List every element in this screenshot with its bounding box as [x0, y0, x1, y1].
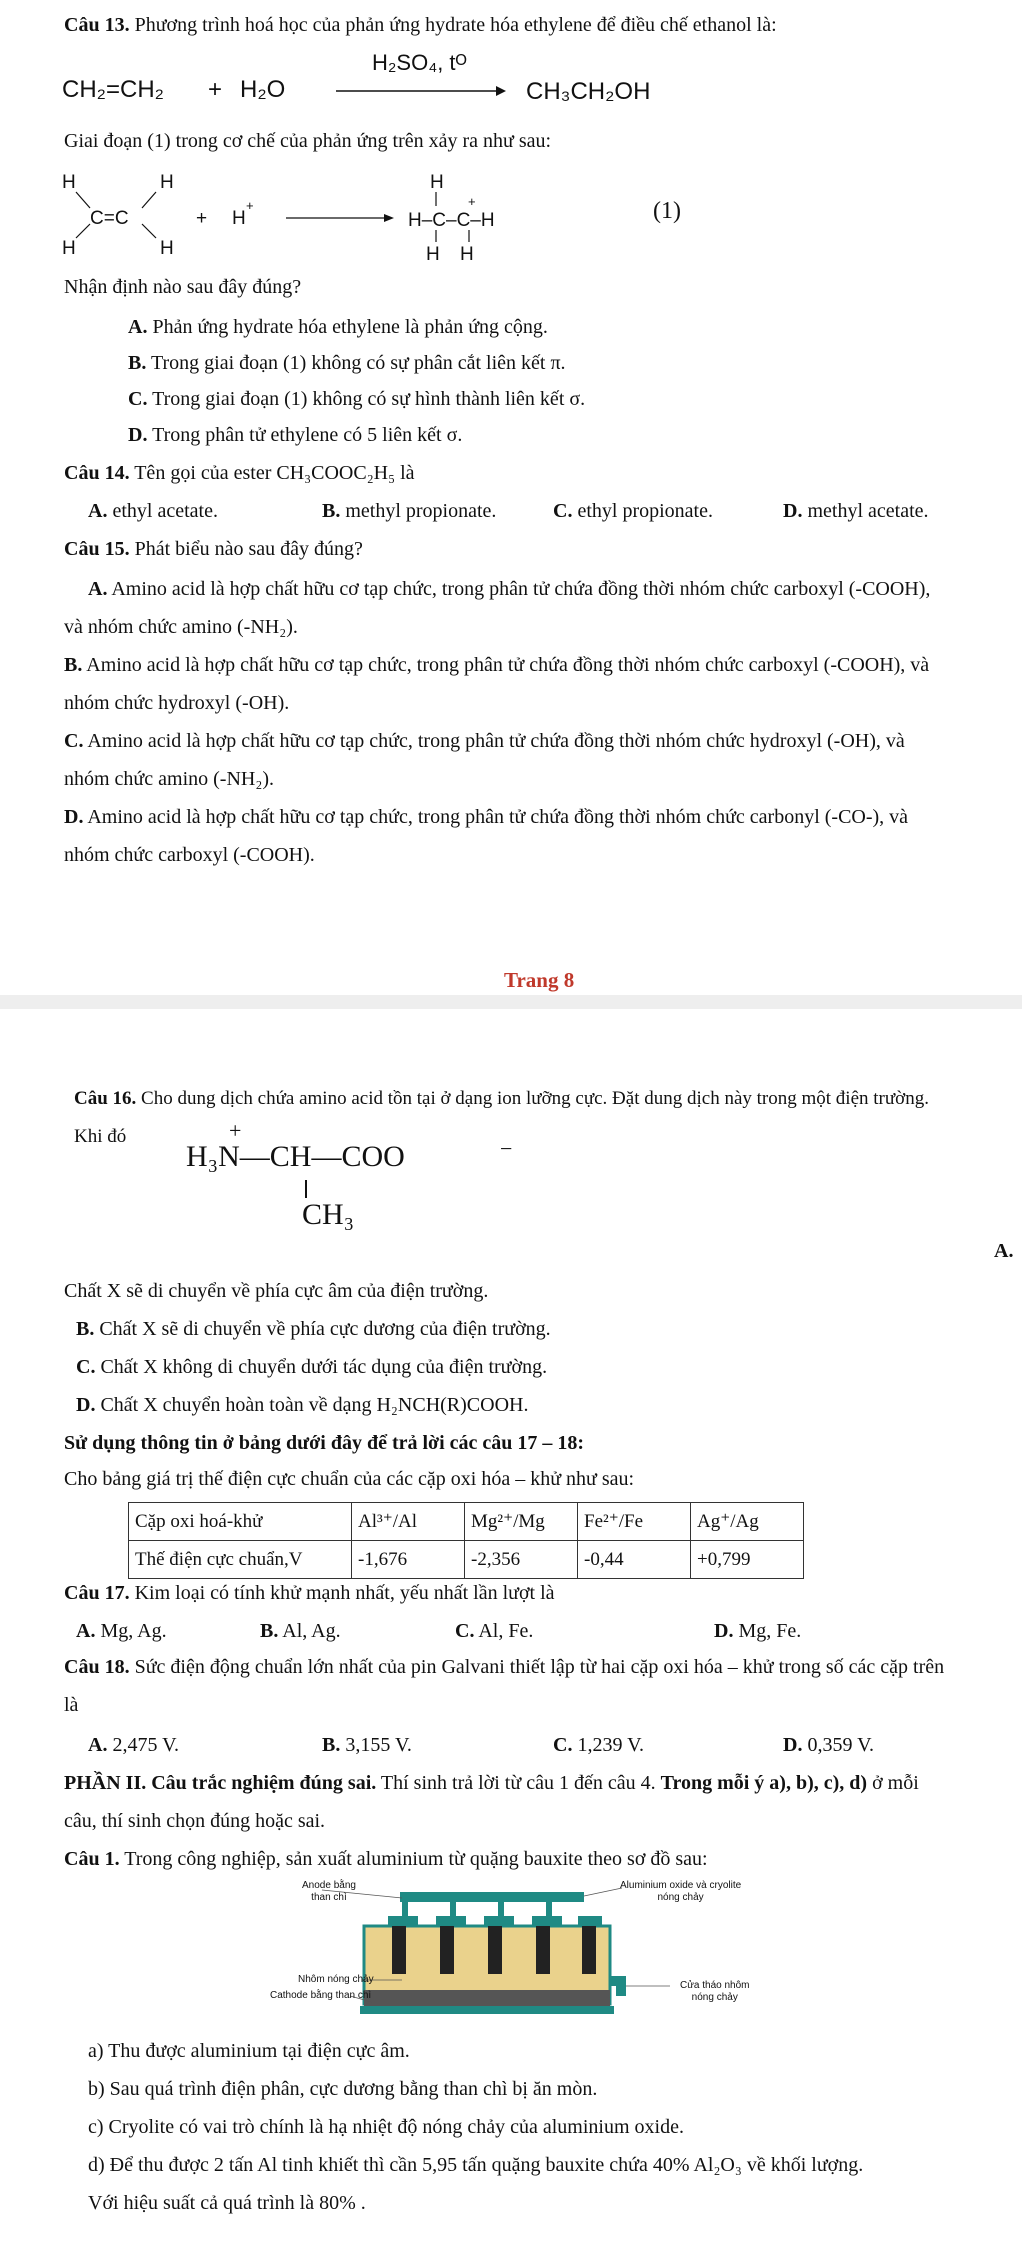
q16-option-b: B. Chất X sẽ di chuyển về phía cực dương của điện trường.	[76, 1318, 551, 1340]
q13-option-b: B. Trong giai đoạn (1) không có sự phân cắt liên kết π.	[128, 352, 566, 374]
statement-a: a) Thu được aluminium tại điện cực âm.	[88, 2040, 410, 2062]
svg-text:+: +	[468, 194, 476, 209]
zwitterion-minus: −	[500, 1136, 513, 1161]
q13-option-a: A. Phản ứng hydrate hóa ethylene là phản ứng cộng.	[128, 316, 548, 338]
svg-text:H: H	[460, 244, 474, 262]
q13-option-d: D. Trong phân tử ethylene có 5 liên kết σ.	[128, 424, 463, 446]
q18-option-b: B. 3,155 V.	[322, 1734, 412, 1756]
zwitterion-bond	[300, 1178, 314, 1200]
oxide-cryolite-label: Aluminium oxide và cryolite nóng chảy	[620, 1880, 742, 1903]
q14-option-b: B. methyl propionate.	[322, 500, 497, 522]
p2q1-stem: Câu 1. Trong công nghiệp, sản xuất aluminium từ quặng bauxite theo sơ đồ sau:	[64, 1848, 708, 1870]
q18-option-c: C. 1,239 V.	[553, 1734, 644, 1756]
svg-text:H: H	[160, 172, 174, 193]
q16-option-c: C. Chất X không di chuyển dưới tác dụng của điện trường.	[76, 1356, 548, 1378]
table-cell: Mg²⁺/Mg	[465, 1503, 578, 1541]
q14-option-a: A. ethyl acetate.	[88, 500, 218, 522]
table-cell: Thế điện cực chuẩn,V	[129, 1541, 352, 1579]
q13-product: CH₃CH₂OH	[526, 78, 651, 105]
efficiency-line: Với hiệu suất cả quá trình là 80% .	[88, 2192, 366, 2214]
table-cell: +0,799	[691, 1541, 804, 1579]
q16-option-a: Chất X sẽ di chuyển về phía cực âm của điện trường.	[64, 1280, 489, 1302]
q15-option-a: A. Amino acid là hợp chất hữu cơ tạp chức, trong phân tử chứa đồng thời nhóm chức carboxyl (-COOH),	[88, 578, 931, 600]
q18-stem-cont: là	[64, 1694, 79, 1716]
q13-reactant2: H₂O	[240, 76, 286, 103]
electrode-potential-table	[128, 1502, 804, 1579]
svg-text:+: +	[196, 208, 208, 229]
q15-option-d-cont: nhóm chức carboxyl (-COOH).	[64, 844, 315, 866]
statement-c: c) Cryolite có vai trò chính là hạ nhiệt độ nóng chảy của aluminium oxide.	[88, 2116, 684, 2138]
table-row	[129, 1541, 804, 1579]
q13-option-c: C. Trong giai đoạn (1) không có sự hình thành liên kết σ.	[128, 388, 586, 410]
q16-option-d: D. Chất X chuyển hoàn toàn về dạng H₂NCH(R)COOH.	[76, 1394, 529, 1416]
table-cell: Cặp oxi hoá-khử	[129, 1503, 352, 1541]
q13-stem: Câu 13. Phương trình hoá học của phản ứng hydrate hóa ethylene để điều chế ethanol là:	[64, 14, 777, 36]
q16-option-a-letter: A.	[994, 1240, 1014, 1262]
q18-stem: Câu 18. Sức điện động chuẩn lớn nhất của pin Galvani thiết lập từ hai cặp oxi hóa – khử trong số các cặp trên	[64, 1656, 945, 1678]
q16-stem: Câu 16. Cho dung dịch chứa amino acid tồn tại ở dạng ion lưỡng cực. Đặt dung dịch này trong một điện trường.	[74, 1088, 929, 1109]
mechanism-diagram	[56, 166, 636, 262]
svg-text:H–C–C–H: H–C–C–H	[408, 210, 495, 231]
table-cell: -0,44	[578, 1541, 691, 1579]
q14-option-c: C. ethyl propionate.	[553, 500, 713, 522]
q13-reactant1: CH₂=CH₂	[62, 76, 164, 103]
svg-text:H: H	[430, 172, 444, 193]
q17-option-c: C. Al, Fe.	[455, 1620, 534, 1642]
svg-text:+: +	[246, 198, 254, 213]
q15-option-c-cont: nhóm chức amino (-NH₂).	[64, 768, 274, 790]
molten-al-label: Nhôm nóng chảy	[298, 1974, 374, 1985]
q13-stage-text: Giai đoạn (1) trong cơ chế của phản ứng trên xảy ra như sau:	[64, 130, 552, 152]
q14-option-d: D. methyl acetate.	[783, 500, 929, 522]
q15-option-c: C. Amino acid là hợp chất hữu cơ tạp chức, trong phân tử chứa đồng thời nhóm chức hydroxyl (-OH), và	[64, 730, 905, 752]
part2-heading-cont: câu, thí sinh chọn đúng hoặc sai.	[64, 1810, 326, 1832]
page-number: Trang 8	[504, 968, 575, 992]
q15-option-a-cont: và nhóm chức amino (-NH₂).	[64, 616, 298, 638]
svg-text:H: H	[160, 238, 174, 259]
info-intro: Cho bảng giá trị thế điện cực chuẩn của các cặp oxi hóa – khử như sau:	[64, 1468, 635, 1490]
mechanism-label: (1)	[653, 198, 681, 224]
part2-heading: PHẦN II. Câu trắc nghiệm đúng sai. Thí sinh trả lời từ câu 1 đến câu 4. Trong mỗi ý a), b), c), d) ở mỗi	[64, 1772, 919, 1794]
statement-d: d) Để thu được 2 tấn Al tinh khiết thì cần 5,95 tấn quặng bauxite chứa 40% Al₂O₃ về khối lượng.	[88, 2154, 864, 2176]
svg-text:H: H	[426, 244, 440, 262]
table-cell: Fe²⁺/Fe	[578, 1503, 691, 1541]
table-cell: -2,356	[465, 1541, 578, 1579]
table-cell: -1,676	[352, 1541, 465, 1579]
table-cell: Ag⁺/Ag	[691, 1503, 804, 1541]
q15-option-d: D. Amino acid là hợp chất hữu cơ tạp chức, trong phân tử chứa đồng thời nhóm chức carbonyl (-CO-), và	[64, 806, 909, 828]
table-cell: Al³⁺/Al	[352, 1503, 465, 1541]
outlet-label: Cửa tháo nhôm nóng chảy	[680, 1980, 750, 2003]
zwitterion-formula: H₃N—CH—COO	[186, 1140, 405, 1173]
q17-option-d: D. Mg, Fe.	[714, 1620, 802, 1642]
svg-text:H: H	[232, 208, 246, 229]
q15-stem: Câu 15. Phát biểu nào sau đây đúng?	[64, 538, 363, 560]
cathode-label: Cathode bằng than chì	[270, 1990, 372, 2001]
q13-question: Nhận định nào sau đây đúng?	[64, 276, 302, 298]
page-separator	[0, 995, 1022, 1009]
q17-option-a: A. Mg, Ag.	[76, 1620, 167, 1642]
info-heading: Sử dụng thông tin ở bảng dưới đây để trả lời các câu 17 – 18:	[64, 1432, 585, 1454]
zwitterion-plus: +	[229, 1118, 242, 1143]
q13-condition: H₂SO₄, tᴼ	[372, 50, 467, 75]
q18-option-a: A. 2,475 V.	[88, 1734, 179, 1756]
q17-option-b: B. Al, Ag.	[260, 1620, 341, 1642]
svg-text:H: H	[62, 238, 76, 259]
reaction-arrow-icon	[336, 84, 506, 98]
q13-plus: +	[208, 76, 223, 103]
table-row	[129, 1503, 804, 1541]
q15-option-b-cont: nhóm chức hydroxyl (-OH).	[64, 692, 290, 714]
q16-khi-do: Khi đó	[74, 1126, 127, 1147]
q14-stem: Câu 14. Tên gọi của ester CH₃COOC₂H₅ là	[64, 462, 415, 484]
svg-text:C=C: C=C	[90, 208, 129, 229]
q17-stem: Câu 17. Kim loại có tính khử mạnh nhất, yếu nhất lần lượt là	[64, 1582, 555, 1604]
q18-option-d: D. 0,359 V.	[783, 1734, 874, 1756]
q15-option-b: B. Amino acid là hợp chất hữu cơ tạp chức, trong phân tử chứa đồng thời nhóm chức carboxyl (-COOH), và	[64, 654, 930, 676]
statement-b: b) Sau quá trình điện phân, cực dương bằng than chì bị ăn mòn.	[88, 2078, 598, 2100]
svg-text:H: H	[62, 172, 76, 193]
anode-label: Anode bằng than chì	[302, 1880, 356, 1903]
zwitterion-branch: CH₃	[302, 1198, 355, 1231]
